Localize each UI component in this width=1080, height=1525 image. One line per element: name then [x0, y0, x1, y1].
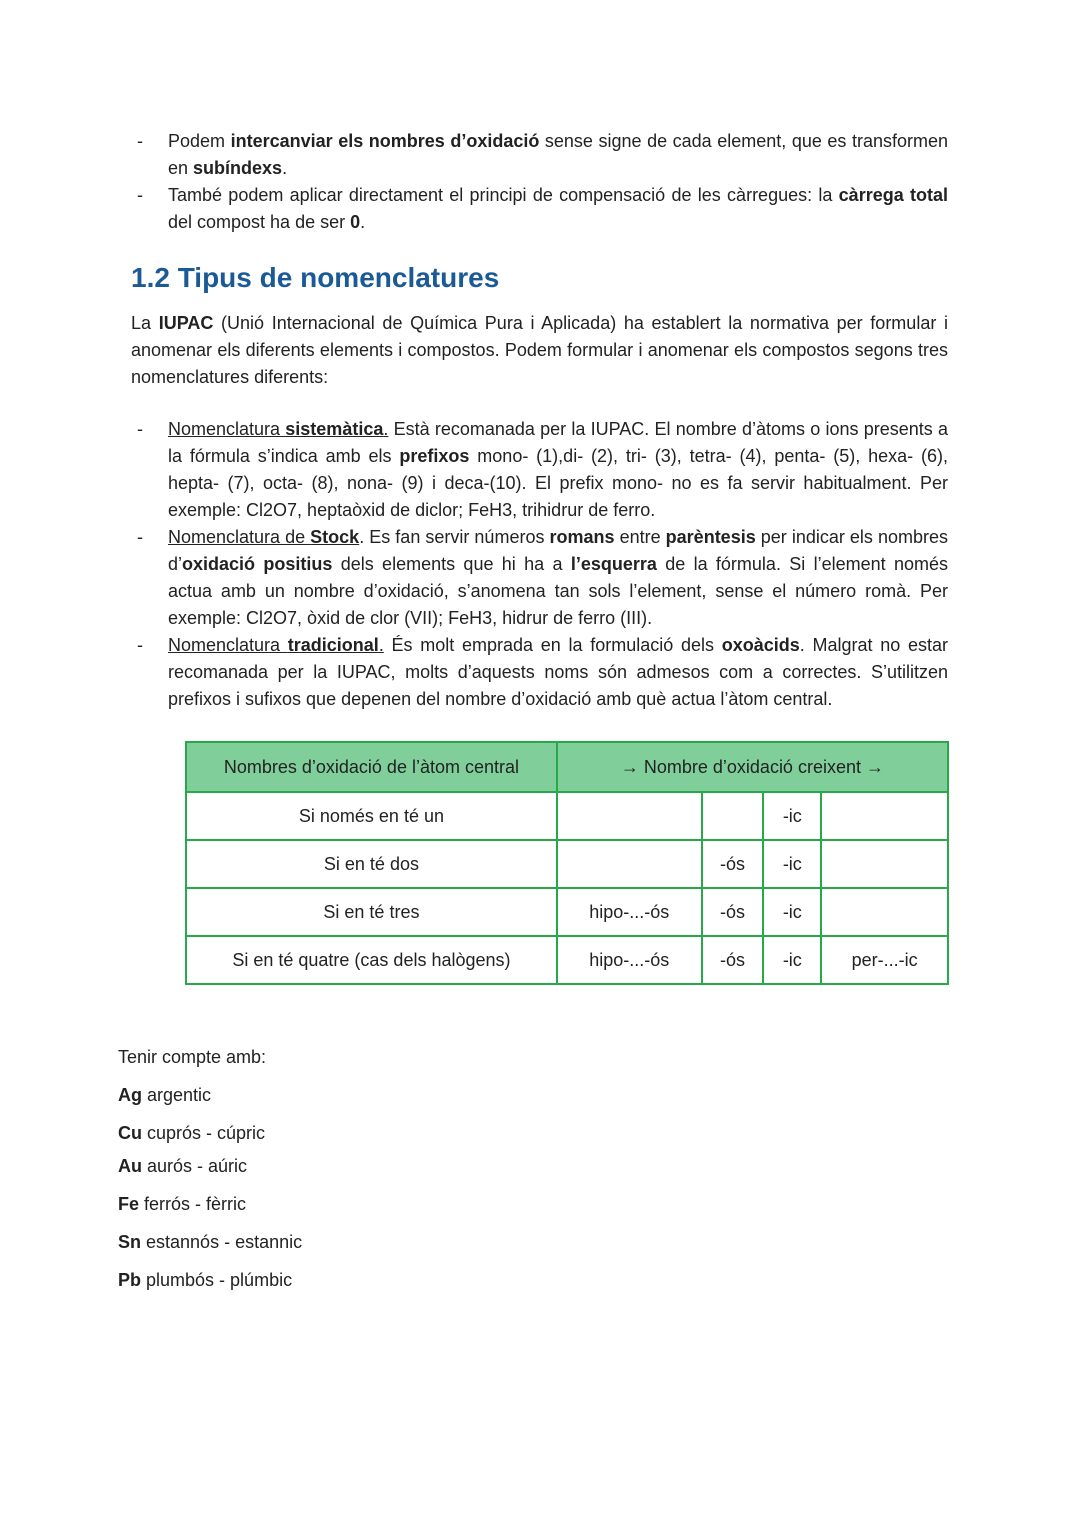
text-run: (Unió Internacional de Química Pura i Aplicada) ha establert la normativa per formular i anomenar els diferents elements i compostos. Podem formular i anomenar els compostos segons tres nomenclatures diferents:: [131, 313, 948, 387]
element-symbol: Sn: [118, 1232, 142, 1252]
element-note: [118, 1085, 211, 1106]
text-run: Està recomanada per la IUPAC. El nombre d’àtoms o ions presents a la fórmula s’indica amb els: [168, 419, 948, 466]
element-names: cuprós - cúpric: [142, 1123, 266, 1143]
table-row: [186, 792, 948, 840]
table-cell: -ic: [763, 936, 821, 984]
bold-text: tradicional: [287, 635, 379, 655]
top-bullet-list: [131, 128, 948, 236]
header-cell: Nombres d’oxidació de l’àtom central: [186, 742, 557, 792]
table-cell: Si en té tres: [186, 888, 557, 936]
nomenclature-list: [131, 416, 948, 713]
text-run: La: [131, 313, 159, 333]
text-run: També podem aplicar directament el principi de compensació de les càrregues: la: [168, 185, 839, 205]
element-names: aurós - aúric: [142, 1156, 248, 1176]
element-symbol: Ag: [118, 1085, 142, 1105]
table-cell: per-...-ic: [821, 936, 948, 984]
text-run: .: [360, 212, 366, 232]
element-note: [118, 1232, 302, 1253]
table-cell: [557, 792, 702, 840]
table-cell: [821, 840, 948, 888]
bold-text: càrrega total: [838, 185, 948, 205]
table-cell: [821, 792, 948, 840]
bullet-dash: -: [137, 527, 143, 547]
text-run: de la fórmula. Si l’element només actua amb un nombre d’oxidació, s’anomena tan sols l’element, sense el número romà. Per exemple: Cl2O7, òxid de clor (VII); FeH3, hidrur de ferro (III).: [168, 554, 949, 628]
element-symbol: Pb: [118, 1270, 142, 1290]
table-cell: -ós: [702, 936, 764, 984]
suffix-table: [185, 741, 949, 985]
element-names: argentic: [142, 1085, 212, 1105]
bullet-dash: -: [137, 131, 143, 151]
table-cell: Si només en té un: [186, 792, 557, 840]
table-cell: -ic: [763, 888, 821, 936]
table-row: [186, 840, 948, 888]
element-names: ferrós - fèrric: [139, 1194, 247, 1214]
text-run: . Es fan servir números: [359, 527, 550, 547]
bullet-dash: -: [137, 185, 143, 205]
text-run: Nomenclatura: [168, 419, 286, 439]
text-run: Podem: [168, 131, 231, 151]
bullet-dash: -: [137, 419, 143, 439]
table-cell: [702, 792, 764, 840]
text-run: És molt emprada en la formulació dels: [383, 635, 722, 655]
list-item-sistematica: [131, 416, 948, 524]
table-row: [186, 888, 948, 936]
list-item: [131, 182, 948, 236]
table-header-row: [186, 742, 948, 792]
element-symbol: Cu: [118, 1123, 142, 1143]
text-run: . Malgrat no estar recomanada per la IUPAC, molts d’aquests noms són admesos com a correctes. S’utilitzen prefixos i sufixos que depenen del nombre d’oxidació amb què actua l’àtom central.: [168, 635, 948, 709]
table-cell: -ós: [702, 840, 764, 888]
bold-text: oxoàcids: [721, 635, 800, 655]
text-run: mono- (1),di- (2), tri- (3), tetra- (4), penta- (5), hexa- (6), hepta- (7), octa- (8), nona- (9) i deca-(10). El prefix mono- no es fa servir habitualment. Per exemple: Cl2O7, heptaòxid de diclor; FeH3, trihidrur de ferro.: [168, 446, 949, 520]
table-cell: Si en té dos: [186, 840, 557, 888]
element-symbol: Fe: [118, 1194, 140, 1214]
text-run: sense signe de cada element, que es transformen en: [168, 131, 948, 178]
text-run: .: [378, 635, 384, 655]
text-run: Nomenclatura de: [168, 527, 311, 547]
table-row: [186, 936, 948, 984]
table-cell: hipo-...-ós: [557, 936, 702, 984]
bold-text: 0: [350, 212, 361, 232]
bold-text: romans: [549, 527, 615, 547]
table-cell: -ic: [763, 792, 821, 840]
bold-text: intercanviar els nombres d’oxidació: [230, 131, 540, 151]
section-heading: 1.2 Tipus de nomenclatures: [131, 262, 500, 293]
bold-text: l’esquerra: [570, 554, 657, 574]
list-item-tradicional: [131, 632, 948, 713]
bold-text: oxidació positius: [182, 554, 333, 574]
element-symbol: Au: [118, 1156, 142, 1176]
text-run: entre: [614, 527, 666, 547]
bold-text: subíndexs: [193, 158, 283, 178]
header-cell: → Nombre d’oxidació creixent →: [557, 742, 948, 792]
list-item: [131, 128, 948, 182]
table-cell: Si en té quatre (cas dels halògens): [186, 936, 557, 984]
table-cell: [557, 840, 702, 888]
element-names: plumbós - plúmbic: [141, 1270, 293, 1290]
intro-paragraph: [131, 310, 948, 391]
bold-text: Stock: [310, 527, 360, 547]
text-run: .: [383, 419, 389, 439]
table-cell: -ic: [763, 840, 821, 888]
element-note: [118, 1270, 292, 1291]
text-run: Nomenclatura: [168, 635, 288, 655]
text-run: per indicar els nombres d’: [168, 527, 948, 574]
notes-title: Tenir compte amb:: [118, 1047, 267, 1067]
table-cell: [821, 888, 948, 936]
table-cell: hipo-...-ós: [557, 888, 702, 936]
text-run: .: [282, 158, 288, 178]
list-item-stock: [131, 524, 948, 632]
text-run: del compost ha de ser: [168, 212, 351, 232]
bold-text: sistemàtica: [285, 419, 384, 439]
bold-text: parèntesis: [665, 527, 756, 547]
element-names: estannós - estannic: [141, 1232, 303, 1252]
bullet-dash: -: [137, 635, 143, 655]
table-cell: -ós: [702, 888, 764, 936]
bold-text: prefixos: [399, 446, 470, 466]
element-note: [118, 1123, 265, 1144]
bold-text: IUPAC: [158, 313, 214, 333]
text-run: dels elements que hi ha a: [332, 554, 571, 574]
element-note: [118, 1156, 247, 1177]
element-note: [118, 1194, 246, 1215]
